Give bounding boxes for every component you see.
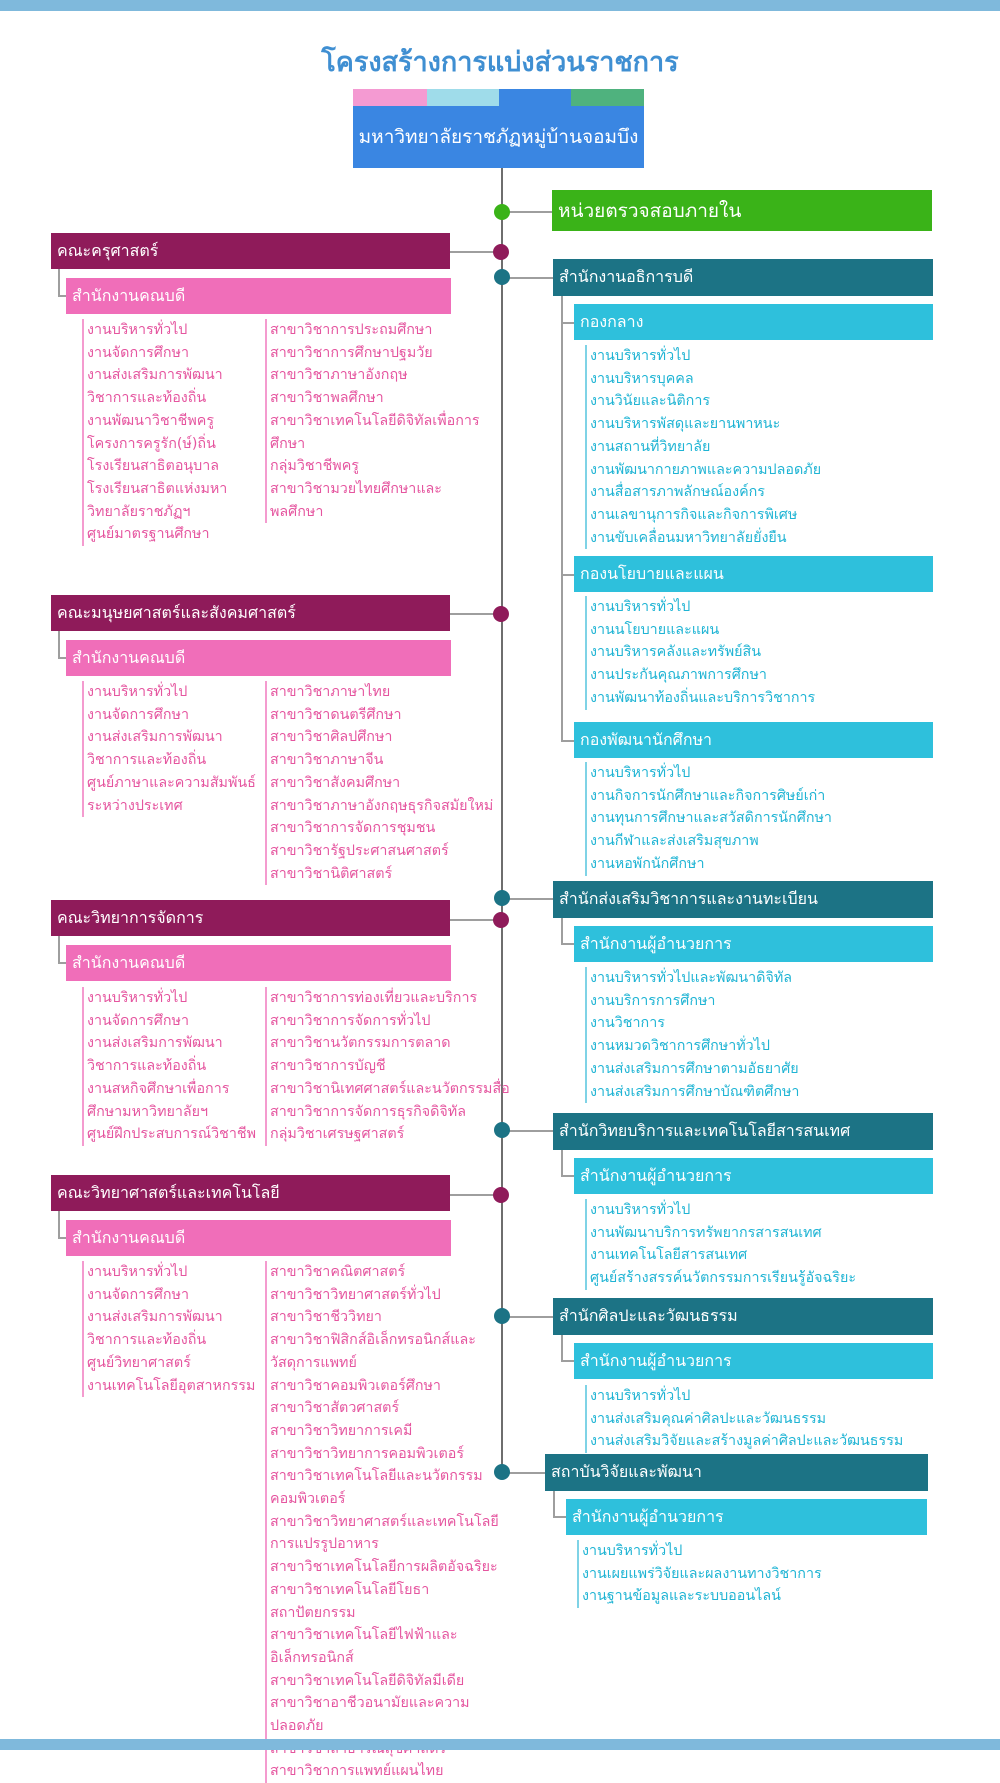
faculty-works-list <box>82 681 260 817</box>
list-item: งานสหกิจศึกษาเพื่อการศึกษามหาวิทยาลัยฯ <box>87 1080 230 1120</box>
subunit-box: สำนักงานผู้อำนวยการ <box>574 1343 933 1379</box>
unit-sub-connector <box>553 1516 566 1518</box>
list-item: งานจัดการศึกษา <box>87 706 189 723</box>
faculty-office-connector <box>58 295 66 297</box>
bottom-color-bar <box>0 1739 1000 1750</box>
list-item: งานบริหารทั่วไป <box>590 765 691 781</box>
list-item: งานบริหารทั่วไป <box>582 1543 683 1559</box>
list-item: สาขาวิชาคอมพิวเตอร์ศึกษา <box>270 1377 441 1394</box>
main-connector-line <box>501 168 503 1472</box>
subunit-box: สำนักงานผู้อำนวยการ <box>574 926 933 962</box>
list-item: ศูนย์วิทยาศาสตร์ <box>87 1354 191 1371</box>
unit-sub-connector <box>561 918 563 945</box>
list-item: งานวิชาการ <box>590 1015 665 1032</box>
subunit-box: สำนักงานผู้อำนวยการ <box>566 1499 927 1535</box>
list-item: งานพัฒนาวิชาชีพครู <box>87 412 215 429</box>
subunit-items-list <box>585 967 927 1103</box>
list-item: งานขับเคลื่อนมหาวิทยาลัยยั่งยืน <box>590 529 787 546</box>
list-item: งานส่งเสริมวิจัยและสร้างมูลค่าศิลปะและวัฒนธรรม <box>590 1433 904 1450</box>
list-item: งานส่งเสริมการพัฒนาวิชาการและท้องถิ่น <box>87 1035 223 1075</box>
unit-node-dot <box>494 1308 510 1324</box>
faculty-node-dot <box>493 1187 509 1203</box>
faculty-office-connector <box>58 936 60 964</box>
faculty-majors-list <box>265 319 482 523</box>
list-item: กลุ่มวิชาเศรษฐศาสตร์ <box>270 1126 405 1143</box>
faculty-majors-list <box>265 681 499 885</box>
page-title: โครงสร้างการแบ่งส่วนราชการ <box>321 47 679 78</box>
unit-box: สถาบันวิจัยและพัฒนา <box>545 1454 928 1491</box>
list-item: สาขาวิชาดนตรีศึกษา <box>270 706 402 723</box>
unit-node-dot <box>494 1464 510 1480</box>
list-item: สาขาวิชาพลศึกษา <box>270 390 384 407</box>
unit-node-dot <box>494 269 510 285</box>
faculty-node-dot <box>493 606 509 622</box>
list-item: งานบริหารทั่วไป <box>87 990 188 1006</box>
list-item: งานหมวดวิชาการศึกษาทั่วไป <box>590 1038 770 1055</box>
list-item: งานส่งเสริมการพัฒนาวิชาการและท้องถิ่น <box>87 729 223 769</box>
list-item: สาขาวิชาการจัดการธุรกิจดิจิทัล <box>270 1103 466 1120</box>
list-item: งานหอพักนักศึกษา <box>590 855 705 872</box>
faculty-office-connector <box>58 269 60 297</box>
subunit-items-list <box>585 762 927 876</box>
list-item: สาขาวิชาเทคโนโลยีไฟฟ้าและอิเล็กทรอนิกส์ <box>270 1627 458 1666</box>
list-item: งานนโยบายและแผน <box>590 621 720 638</box>
list-item: งานบริหารทั่วไป <box>590 599 691 615</box>
subunit-items-list <box>585 596 927 710</box>
list-item: งานทุนการศึกษาและสวัสดิการนักศึกษา <box>590 810 832 827</box>
top-color-bar <box>0 0 1000 11</box>
faculty-majors-list <box>265 987 510 1146</box>
list-item: งานบริหารทั่วไปและพัฒนาดิจิทัล <box>590 970 793 986</box>
list-item: งานเลขานุการกิจและกิจการพิเศษ <box>590 506 798 523</box>
list-item: งานบริหารทั่วไป <box>590 348 691 364</box>
list-item: สาขาวิชาการจัดการทั่วไป <box>270 1012 431 1029</box>
faculty-office-connector <box>58 1211 60 1239</box>
list-item: งานส่งเสริมการพัฒนาวิชาการและท้องถิ่น <box>87 367 223 407</box>
subunit-items-list <box>585 345 927 549</box>
list-item: งานบริหารคลังและทรัพย์สิน <box>590 644 762 661</box>
list-item: ศูนย์ฝึกประสบการณ์วิชาชีพ <box>87 1126 257 1143</box>
subunit-items-list <box>577 1540 919 1608</box>
color-strip-cyan <box>427 89 499 106</box>
subunit-box: สำนักงานผู้อำนวยการ <box>574 1158 933 1194</box>
list-item: งานสถานที่วิทยาลัย <box>590 438 711 455</box>
list-item: สาขาวิชาเทคโนโลยีและนวัตกรรมคอมพิวเตอร์ <box>270 1468 483 1508</box>
faculty-box: คณะครุศาสตร์ <box>51 233 450 269</box>
list-item: ศูนย์สร้างสรรค์นวัตกรรมการเรียนรู้อัจฉริยะ <box>590 1270 857 1287</box>
faculty-works-list <box>82 319 260 546</box>
faculty-office-box: สำนักงานคณบดี <box>66 640 451 676</box>
list-item: งานบริหารทั่วไป <box>590 1202 691 1218</box>
faculty-office-connector <box>58 631 60 659</box>
list-item: งานเทคโนโลยีอุตสาหกรรม <box>87 1377 256 1394</box>
list-item: งานส่งเสริมการพัฒนาวิชาการและท้องถิ่น <box>87 1309 223 1349</box>
color-strip-green <box>571 89 644 106</box>
unit-sub-connector <box>561 943 574 945</box>
university-root-box: มหาวิทยาลัยราชภัฏหมู่บ้านจอมบึง <box>353 106 644 168</box>
list-item: โรงเรียนสาธิตอนุบาล <box>87 458 220 475</box>
faculty-box: คณะมนุษยศาสตร์และสังคมศาสตร์ <box>51 595 450 631</box>
list-item: สาขาวิชาเทคโนโลยีดิจิทัลเพื่อการศึกษา <box>270 412 480 452</box>
list-item: งานประกันคุณภาพการศึกษา <box>590 667 767 684</box>
list-item: สาขาวิชาเทคโนโลยีการผลิตอัจฉริยะ <box>270 1559 498 1576</box>
faculty-works-list <box>82 987 260 1146</box>
list-item: งานกีฬาและส่งเสริมสุขภาพ <box>590 833 759 850</box>
list-item: สาขาวิชาสัตวศาสตร์ <box>270 1400 400 1417</box>
unit-box: สำนักศิลปะและวัฒนธรรม <box>553 1298 933 1335</box>
list-item: สาขาวิชาการประถมศึกษา <box>270 322 433 338</box>
unit-sub-connector <box>561 1175 574 1177</box>
list-item: สาขาวิชาเทคโนโลยีโยธาสถาปัตยกรรม <box>270 1581 430 1621</box>
unit-sub-connector <box>561 574 574 576</box>
faculty-works-list <box>82 1261 260 1397</box>
list-item: โครงการครูรัก(ษ์)ถิ่น <box>87 435 216 452</box>
list-item: งานบริหารทั่วไป <box>87 684 188 700</box>
list-item: สาขาวิชาการศึกษาปฐมวัย <box>270 344 433 361</box>
list-item: สาขาวิชาอาชีวอนามัยและความปลอดภัย <box>270 1695 470 1735</box>
list-item: สาขาวิชาภาษาจีน <box>270 752 384 769</box>
subunit-items-list <box>585 1199 927 1290</box>
audit-node-dot <box>494 204 510 220</box>
list-item: งานวินัยและนิติการ <box>590 393 711 410</box>
list-item: งานเทคโนโลยีสารสนเทศ <box>590 1247 748 1264</box>
list-item: งานบริหารทั่วไป <box>87 1264 188 1280</box>
list-item: งานเผยแพร่วิจัยและผลงานทางวิชาการ <box>582 1565 822 1582</box>
list-item: สาขาวิชารัฐประศาสนศาสตร์ <box>270 842 449 859</box>
unit-sub-connector <box>561 296 563 742</box>
faculty-office-connector <box>58 1237 66 1239</box>
unit-box: สำนักวิทยบริการและเทคโนโลยีสารสนเทศ <box>553 1113 933 1150</box>
list-item: สาขาวิชาวิทยาศาสตร์ทั่วไป <box>270 1286 441 1303</box>
audit-box: หน่วยตรวจสอบภายใน <box>552 190 932 231</box>
list-item: สาขาวิชาสังคมศึกษา <box>270 774 401 791</box>
unit-box: สำนักส่งเสริมวิชาการและงานทะเบียน <box>553 881 933 918</box>
list-item: กลุ่มวิชาชีพครู <box>270 458 359 475</box>
list-item: สาขาวิชาวิทยาศาสตร์และเทคโนโลยีการแปรรูปอาหาร <box>270 1513 499 1553</box>
list-item: งานบริหารทั่วไป <box>590 1388 691 1404</box>
faculty-node-dot <box>493 244 509 260</box>
list-item: สาขาวิชาภาษาอังกฤษ <box>270 367 408 384</box>
unit-node-dot <box>494 1122 510 1138</box>
list-item: งานฐานข้อมูลและระบบออนไลน์ <box>582 1588 781 1605</box>
list-item: ศูนย์ภาษาและความสัมพันธ์ระหว่างประเทศ <box>87 774 256 814</box>
color-strip-blue <box>499 89 571 106</box>
list-item: งานพัฒนาบริการทรัพยากรสารสนเทศ <box>590 1224 822 1241</box>
list-item: งานส่งเสริมคุณค่าศิลปะและวัฒนธรรม <box>590 1410 827 1427</box>
list-item: สาขาวิชาเทคโนโลยีดิจิทัลมีเดีย <box>270 1672 465 1689</box>
faculty-node-dot <box>493 912 509 928</box>
list-item: สาขาวิชาการแพทย์แผนไทย <box>270 1763 444 1780</box>
list-item: งานบริหารทั่วไป <box>87 322 188 338</box>
list-item: สาขาวิชาชีววิทยา <box>270 1309 382 1326</box>
subunit-box: กองนโยบายและแผน <box>574 556 933 592</box>
list-item: สาขาวิชาภาษาอังกฤษธุรกิจสมัยใหม่ <box>270 797 494 814</box>
faculty-box: คณะวิทยาการจัดการ <box>51 900 450 936</box>
faculty-box: คณะวิทยาศาสตร์และเทคโนโลยี <box>51 1175 450 1211</box>
list-item: ศูนย์มาตรฐานศึกษา <box>87 526 210 543</box>
list-item: สาขาวิชาการท่องเที่ยวและบริการ <box>270 990 478 1006</box>
color-strip-pink <box>353 89 427 106</box>
list-item: งานสื่อสารภาพลักษณ์องค์กร <box>590 484 765 501</box>
faculty-office-connector <box>58 962 66 964</box>
list-item: โรงเรียนสาธิตแห่งมหาวิทยาลัยราชภัฏฯ <box>87 480 228 520</box>
list-item: งานจัดการศึกษา <box>87 344 189 361</box>
list-item: งานพัฒนาท้องถิ่นและบริการวิชาการ <box>590 689 816 706</box>
list-item: สาขาวิชามวยไทยศึกษาและพลศึกษา <box>270 480 442 520</box>
subunit-box: กองกลาง <box>574 304 933 340</box>
unit-node-dot <box>494 890 510 906</box>
list-item: สาขาวิชาการบัญชี <box>270 1058 386 1075</box>
list-item: สาขาวิชาฟิสิกส์อิเล็กทรอนิกส์และวัสดุการแพทย์ <box>270 1332 476 1371</box>
list-item: สาขาวิชาภาษาไทย <box>270 684 391 700</box>
list-item: สาขาวิชาวิทยาการเคมี <box>270 1422 413 1439</box>
list-item: งานส่งเสริมการศึกษาตามอัธยาศัย <box>590 1060 799 1077</box>
list-item: สาขาวิชานิติศาสตร์ <box>270 865 393 882</box>
faculty-office-connector <box>58 657 66 659</box>
unit-sub-connector <box>561 322 574 324</box>
list-item: สาขาวิชานวัตกรรมการตลาด <box>270 1035 451 1052</box>
list-item: งานพัฒนากายภาพและความปลอดภัย <box>590 461 822 478</box>
faculty-office-box: สำนักงานคณบดี <box>66 1220 451 1256</box>
unit-sub-connector <box>561 740 574 742</box>
list-item: งานจัดการศึกษา <box>87 1012 189 1029</box>
list-item: งานบริการการศึกษา <box>590 992 716 1009</box>
list-item: สาขาวิชาการจัดการชุมชน <box>270 820 436 837</box>
list-item: งานส่งเสริมการศึกษาบัณฑิตศึกษา <box>590 1083 800 1100</box>
list-item: สาขาวิชาคณิตศาสตร์ <box>270 1264 406 1280</box>
list-item: งานกิจการนักศึกษาและกิจการศิษย์เก่า <box>590 787 826 804</box>
list-item: สาขาวิชาศิลปศึกษา <box>270 729 393 746</box>
unit-box: สำนักงานอธิการบดี <box>553 259 933 296</box>
list-item: งานบริหารพัสดุและยานพาหนะ <box>590 416 781 433</box>
list-item: งานจัดการศึกษา <box>87 1286 189 1303</box>
faculty-office-box: สำนักงานคณบดี <box>66 278 451 314</box>
subunit-items-list <box>585 1385 932 1453</box>
list-item: งานบริหารบุคคล <box>590 370 694 387</box>
list-item: สาขาวิชานิเทศศาสตร์และนวัตกรรมสื่อ <box>270 1080 510 1097</box>
unit-sub-connector <box>561 1335 563 1362</box>
faculty-majors-list <box>265 1261 499 1783</box>
list-item: สาขาวิชาวิทยาการคอมพิวเตอร์ <box>270 1445 464 1462</box>
faculty-office-box: สำนักงานคณบดี <box>66 945 451 981</box>
unit-sub-connector <box>561 1360 574 1362</box>
unit-sub-connector <box>553 1491 555 1518</box>
subunit-box: กองพัฒนานักศึกษา <box>574 722 933 758</box>
unit-sub-connector <box>561 1150 563 1177</box>
